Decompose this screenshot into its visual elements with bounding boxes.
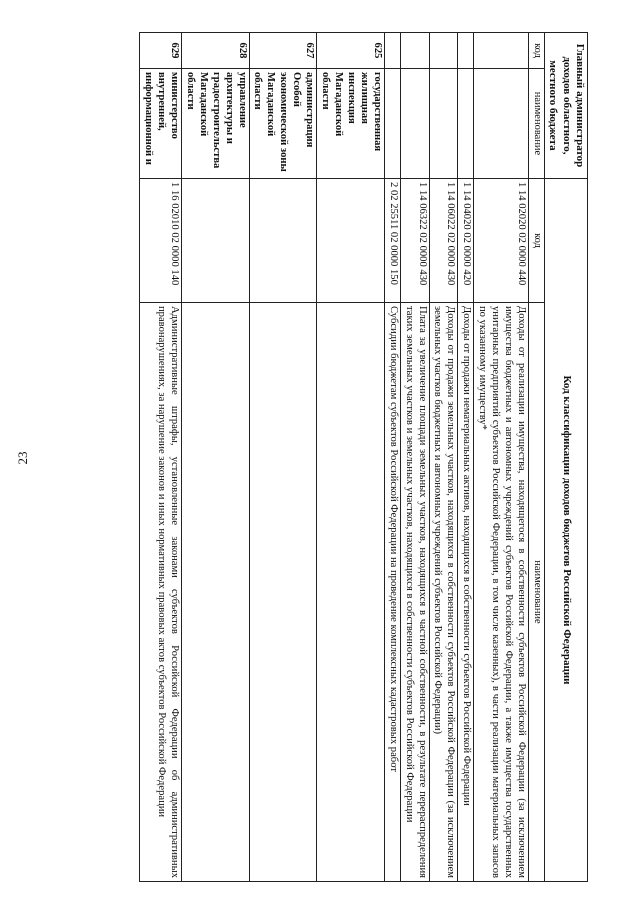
col-admin-name-header: наименование xyxy=(528,69,544,179)
admin-name: государственная жилищная инспекция Магаданской области xyxy=(317,69,385,179)
admin-name xyxy=(384,69,400,179)
revenue-description: Административные штрафы, установленные законами субъектов Российской Федерации об административных правонарушениях, за нарушение законов и иных нормативных правовых актов субъектов Российской Федерации xyxy=(140,303,182,882)
table-row xyxy=(181,33,249,882)
kbk-code: 1 14 06022 02 0000 430 xyxy=(429,179,458,303)
admin-code xyxy=(400,33,429,69)
kbk-code: 1 14 02020 02 0000 440 xyxy=(474,179,529,303)
admin-code: 625 xyxy=(317,33,385,69)
table-row xyxy=(474,33,529,882)
admin-name: управление архитектуры и градостроительства Магаданской области xyxy=(181,69,249,179)
kbk-code: 2 02 25511 02 0000 150 xyxy=(384,179,400,303)
revenue-description xyxy=(181,303,249,882)
admin-name: министерство внутренней, информационной и xyxy=(140,69,182,179)
admin-name xyxy=(429,69,458,179)
revenue-classification-table xyxy=(139,32,588,882)
admin-name xyxy=(458,69,474,179)
kbk-code xyxy=(317,179,385,303)
admin-code: 627 xyxy=(249,33,317,69)
table-row xyxy=(429,33,458,882)
table-row xyxy=(317,33,385,882)
classification-group-header: Код классификации доходов бюджетов Российской Федерации xyxy=(544,179,587,882)
revenue-description: Доходы от продажи нематериальных активов, находящихся в собственности субъектов Российской Федерации xyxy=(458,303,474,882)
table-row xyxy=(400,33,429,882)
admin-name: администрация Особой экономической зоны Магаданской области xyxy=(249,69,317,179)
revenue-description xyxy=(249,303,317,882)
table-row xyxy=(384,33,400,882)
col-admin-code-header: код xyxy=(528,33,544,69)
kbk-code: 1 14 06322 02 0000 430 xyxy=(400,179,429,303)
table-row xyxy=(140,33,182,882)
col-desc-header: наименование xyxy=(528,303,544,882)
table-row xyxy=(249,33,317,882)
revenue-description: Плата за увеличение площади земельных участков, находящихся в частной собственности, в результате перераспределения таких земельных участков и земельных участков, находящихся в собственности субъектов Российской Федерации xyxy=(400,303,429,882)
kbk-code: 1 16 02010 02 0000 140 xyxy=(140,179,182,303)
admin-name xyxy=(400,69,429,179)
admin-code xyxy=(458,33,474,69)
page-number: 23 xyxy=(15,451,30,465)
admin-code xyxy=(474,33,529,69)
admin-code xyxy=(384,33,400,69)
revenue-description xyxy=(317,303,385,882)
table-row xyxy=(458,33,474,882)
admin-code: 629 xyxy=(140,33,182,69)
col-kbk-header: код xyxy=(528,179,544,303)
admin-code: 628 xyxy=(181,33,249,69)
revenue-description: Доходы от продажи земельных участков, находящихся в собственности субъектов Российской Федерации (за исключением земельных участков бюджетных и автономных учреждений субъектов Российской Федерации) xyxy=(429,303,458,882)
admin-name xyxy=(474,69,529,179)
revenue-description: Субсидии бюджетам субъектов Российской Федерации на проведение комплексных кадастровых работ xyxy=(384,303,400,882)
kbk-code xyxy=(181,179,249,303)
kbk-code xyxy=(249,179,317,303)
admin-code xyxy=(429,33,458,69)
admin-group-header: Главный администратор доходов областного, местного бюджета xyxy=(544,33,587,179)
kbk-code: 1 14 04020 02 0000 420 xyxy=(458,179,474,303)
revenue-description: Доходы от реализации имущества, находящегося в собственности субъектов Российской Федерации (за исключением имущества бюджетных и автономных учреждений субъектов Российской Федерации, а также имущества государственных унитарных предприятий субъектов Российской Федерации, в том числе казенных), в части реализации материальных запасов по указанному имуществу* xyxy=(474,303,529,882)
